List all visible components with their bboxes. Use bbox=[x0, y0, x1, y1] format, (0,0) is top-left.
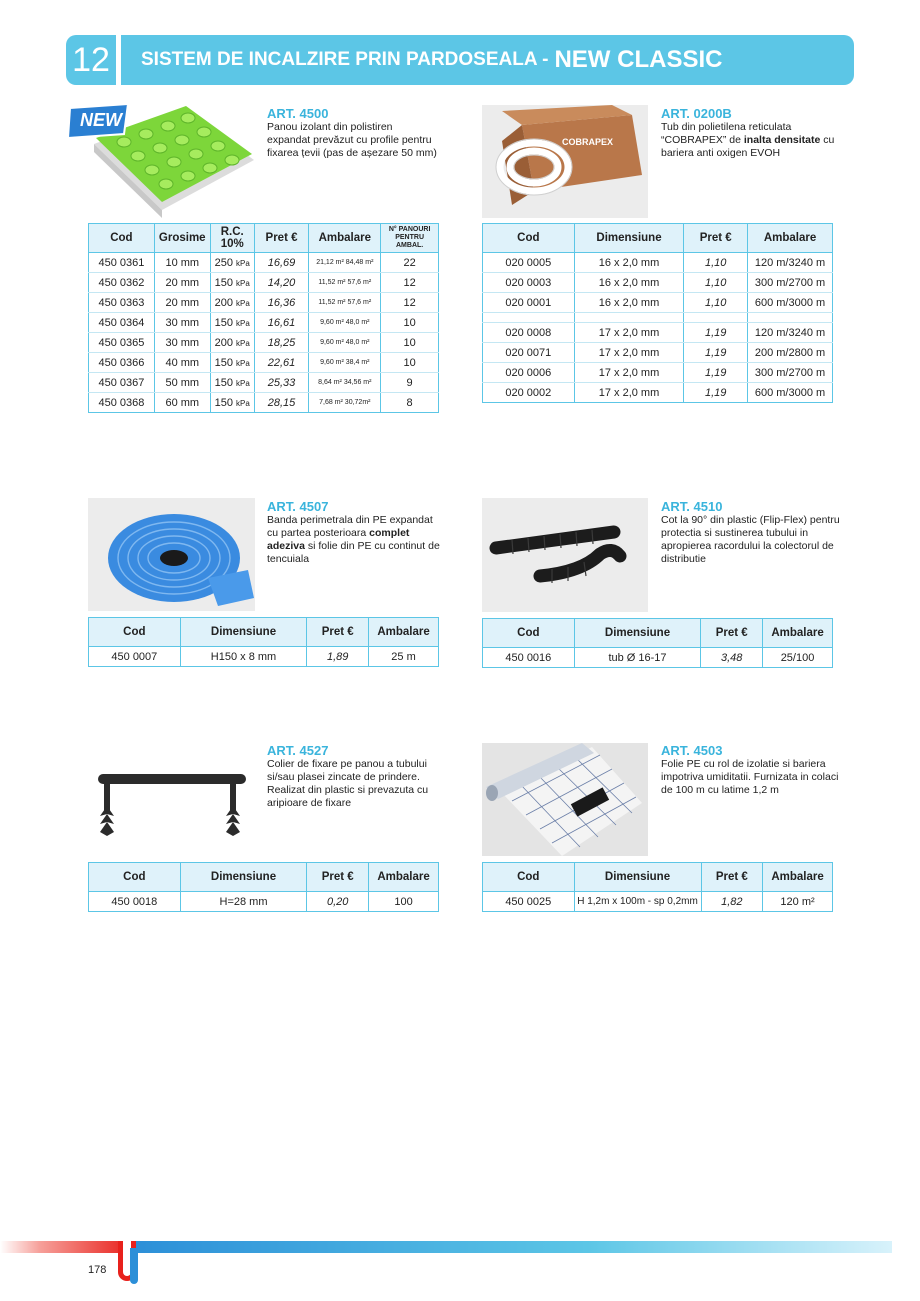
cell-pret: 1,82 bbox=[701, 892, 763, 912]
cell-pret: 25,33 bbox=[254, 373, 309, 393]
cell-pret: 1,89 bbox=[307, 647, 369, 667]
cell-grosime: 30 mm bbox=[154, 313, 210, 333]
table-row bbox=[483, 293, 833, 313]
cell-ambalare: 600 m/3000 m bbox=[748, 383, 833, 403]
cell-cod: 450 0361 bbox=[89, 253, 155, 273]
col-ambalare: Ambalare bbox=[748, 224, 833, 253]
col-ambalare: Ambalare bbox=[369, 618, 439, 647]
cell-cod: 020 0003 bbox=[483, 273, 575, 293]
art-4503-info bbox=[661, 744, 841, 797]
art-0200b-desc-bold: inalta densitate bbox=[743, 134, 821, 146]
cell-rc-value: 250 bbox=[214, 256, 233, 269]
art-0200b-table bbox=[482, 223, 833, 403]
cell-rc-value: 200 bbox=[214, 296, 233, 309]
cell-rc-unit: kPa bbox=[235, 278, 250, 288]
cell-dimensiune: 17 x 2,0 mm bbox=[574, 383, 684, 403]
art-4527-table bbox=[88, 862, 439, 912]
cell-pret: 1,10 bbox=[684, 273, 748, 293]
cell-rc-value: 150 bbox=[214, 316, 233, 329]
cell-cod: 020 0002 bbox=[483, 383, 575, 403]
cell-ambalare: 120 m² bbox=[763, 892, 833, 912]
cell-dimensiune: 16 x 2,0 mm bbox=[574, 273, 684, 293]
art-4527-desc: Colier de fixare pe panou a tubului si/sau plasei zincate de prindere. Realizat din plastic si prevazuta cu aripioare de fixare bbox=[267, 758, 429, 809]
cell-pret: 1,10 bbox=[684, 253, 748, 273]
cell-ambalare: 9,60 m² 48,0 m² bbox=[309, 313, 381, 333]
spacer-cell bbox=[684, 313, 748, 323]
cell-panouri: 10 bbox=[381, 353, 439, 373]
cell-pret: 28,15 bbox=[254, 393, 309, 413]
cell-ambalare: 7,68 m² 30,72m² bbox=[309, 393, 381, 413]
cell-panouri: 12 bbox=[381, 273, 439, 293]
table-row bbox=[483, 892, 833, 912]
table-row bbox=[89, 293, 439, 313]
cell-pret: 16,69 bbox=[254, 253, 309, 273]
cell-panouri: 9 bbox=[381, 373, 439, 393]
cell-grosime: 20 mm bbox=[154, 273, 210, 293]
art-0200b-desc-2: cu bariera anti oxigen EVOH bbox=[661, 134, 835, 159]
art-4527-title: ART. 4527 bbox=[267, 743, 329, 758]
cell-rc-value: 150 bbox=[214, 396, 233, 409]
art-4500-desc: Panou izolant din polistiren expandat prevăzut cu profile pentru fixarea țevii (pas de așezare 50 mm) bbox=[267, 121, 437, 159]
cell-rc-unit: kPa bbox=[235, 318, 250, 328]
cell-pret: 16,61 bbox=[254, 313, 309, 333]
pe-foil-roll-image bbox=[482, 743, 648, 856]
col-grosime: Grosime bbox=[154, 224, 210, 253]
cell-rc-unit: kPa bbox=[235, 378, 250, 388]
cell-panouri: 8 bbox=[381, 393, 439, 413]
art-4500-title: ART. 4500 bbox=[267, 106, 329, 121]
cell-rc-unit: kPa bbox=[235, 298, 250, 308]
cell-pret: 14,20 bbox=[254, 273, 309, 293]
table-row bbox=[483, 273, 833, 293]
cell-cod: 450 0366 bbox=[89, 353, 155, 373]
col-pret: Pret € bbox=[701, 863, 763, 892]
cell-ambalare: 120 m/3240 m bbox=[748, 253, 833, 273]
cell-ambalare: 300 m/2700 m bbox=[748, 363, 833, 383]
new-badge bbox=[68, 104, 130, 138]
cell-cod: 450 0363 bbox=[89, 293, 155, 313]
cell-grosime: 20 mm bbox=[154, 293, 210, 313]
cell-pret: 1,19 bbox=[684, 343, 748, 363]
chapter-number: 12 bbox=[66, 35, 116, 85]
cell-panouri: 12 bbox=[381, 293, 439, 313]
table-row bbox=[89, 373, 439, 393]
cell-cod: 450 0016 bbox=[483, 648, 575, 668]
table-row bbox=[483, 648, 833, 668]
cell-panouri: 10 bbox=[381, 313, 439, 333]
spacer-cell bbox=[483, 313, 575, 323]
cell-cod: 450 0025 bbox=[483, 892, 575, 912]
table-row bbox=[483, 383, 833, 403]
footer-blue-drop bbox=[130, 1248, 138, 1284]
cell-ambalare: 100 bbox=[369, 892, 439, 912]
table-row bbox=[483, 363, 833, 383]
cell-pret: 1,19 bbox=[684, 323, 748, 343]
table-row bbox=[89, 253, 439, 273]
cell-ambalare: 21,12 m² 84,48 m² bbox=[309, 253, 381, 273]
cell-pret: 18,25 bbox=[254, 333, 309, 353]
cell-ambalare: 9,60 m² 48,0 m² bbox=[309, 333, 381, 353]
col-cod: Cod bbox=[483, 863, 575, 892]
art-4527-info bbox=[267, 744, 442, 810]
cell-rc bbox=[210, 313, 254, 333]
cell-ambalare: 600 m/3000 m bbox=[748, 293, 833, 313]
cell-rc-value: 150 bbox=[214, 376, 233, 389]
spacer-cell bbox=[574, 313, 684, 323]
art-4510-info bbox=[661, 500, 841, 566]
perimeter-band-image bbox=[88, 498, 255, 611]
cell-grosime: 60 mm bbox=[154, 393, 210, 413]
cell-ambalare: 25/100 bbox=[763, 648, 833, 668]
footer-blue-band bbox=[132, 1241, 892, 1253]
cell-ambalare: 9,60 m² 38,4 m² bbox=[309, 353, 381, 373]
cell-cod: 020 0008 bbox=[483, 323, 575, 343]
cell-cod: 450 0362 bbox=[89, 273, 155, 293]
col-pret: Pret € bbox=[307, 618, 369, 647]
cell-dimensiune: H=28 mm bbox=[180, 892, 307, 912]
cell-rc-unit: kPa bbox=[235, 338, 250, 348]
table-row bbox=[483, 343, 833, 363]
cell-ambalare: 120 m/3240 m bbox=[748, 323, 833, 343]
art-4507-desc-bold: complet adeziva bbox=[267, 527, 410, 552]
col-dimensiune: Dimensiune bbox=[180, 863, 307, 892]
cell-rc-value: 150 bbox=[214, 276, 233, 289]
header-title-accent: NEW CLASSIC bbox=[554, 46, 723, 73]
col-pret: Pret € bbox=[254, 224, 309, 253]
cell-rc bbox=[210, 393, 254, 413]
cell-ambalare: 300 m/2700 m bbox=[748, 273, 833, 293]
cell-grosime: 40 mm bbox=[154, 353, 210, 373]
new-badge-label: NEW bbox=[80, 110, 122, 130]
cell-rc bbox=[210, 333, 254, 353]
cell-rc bbox=[210, 253, 254, 273]
art-4507-title: ART. 4507 bbox=[267, 499, 329, 514]
col-cod: Cod bbox=[89, 618, 181, 647]
art-0200b-desc bbox=[661, 121, 841, 160]
cell-ambalare: 200 m/2800 m bbox=[748, 343, 833, 363]
table-row bbox=[89, 647, 439, 667]
col-dimensiune: Dimensiune bbox=[574, 619, 701, 648]
cell-cod: 020 0006 bbox=[483, 363, 575, 383]
col-pret: Pret € bbox=[684, 224, 748, 253]
cell-pret: 1,19 bbox=[684, 383, 748, 403]
col-ambalare: Ambalare bbox=[369, 863, 439, 892]
cell-pret: 1,10 bbox=[684, 293, 748, 313]
cell-rc bbox=[210, 273, 254, 293]
cell-dimensiune: 17 x 2,0 mm bbox=[574, 343, 684, 363]
cell-ambalare: 8,64 m² 34,56 m² bbox=[309, 373, 381, 393]
footer-red-band bbox=[0, 1241, 132, 1253]
col-ambalare: Ambalare bbox=[763, 619, 833, 648]
table-row bbox=[89, 273, 439, 293]
cell-cod: 450 0007 bbox=[89, 647, 181, 667]
art-4507-desc-2: si folie din PE cu continut de tencuiala bbox=[267, 540, 440, 565]
art-0200b-title: ART. 0200B bbox=[661, 106, 732, 121]
table-row bbox=[89, 393, 439, 413]
cell-cod: 450 0368 bbox=[89, 393, 155, 413]
cell-rc-unit: kPa bbox=[235, 358, 250, 368]
cell-rc-unit: kPa bbox=[235, 258, 250, 268]
cell-cod: 020 0001 bbox=[483, 293, 575, 313]
table-row bbox=[483, 323, 833, 343]
cell-ambalare: 25 m bbox=[369, 647, 439, 667]
cell-pret: 1,19 bbox=[684, 363, 748, 383]
cell-grosime: 50 mm bbox=[154, 373, 210, 393]
table-row bbox=[483, 253, 833, 273]
col-panouri: N° PANOURI PENTRU AMBAL. bbox=[381, 224, 439, 253]
art-4500-table bbox=[88, 223, 439, 413]
col-dimensiune: Dimensiune bbox=[180, 618, 307, 647]
cell-dimensiune: 16 x 2,0 mm bbox=[574, 253, 684, 273]
cell-dimensiune: 17 x 2,0 mm bbox=[574, 363, 684, 383]
col-cod: Cod bbox=[89, 863, 181, 892]
header-title: SISTEM DE INCALZIRE PRIN PARDOSEALA - bbox=[141, 49, 549, 70]
cell-cod: 020 0071 bbox=[483, 343, 575, 363]
cell-cod: 450 0367 bbox=[89, 373, 155, 393]
art-4500-info bbox=[267, 107, 437, 160]
cell-rc bbox=[210, 373, 254, 393]
art-0200b-info bbox=[661, 107, 841, 160]
spacer-cell bbox=[748, 313, 833, 323]
col-pret: Pret € bbox=[307, 863, 369, 892]
art-4507-table bbox=[88, 617, 439, 667]
cell-grosime: 10 mm bbox=[154, 253, 210, 273]
cell-ambalare: 11,52 m² 57,6 m² bbox=[309, 293, 381, 313]
cell-pret: 22,61 bbox=[254, 353, 309, 373]
table-spacer-row bbox=[483, 313, 833, 323]
cell-ambalare: 11,52 m² 57,6 m² bbox=[309, 273, 381, 293]
cell-rc bbox=[210, 353, 254, 373]
col-rc: R.C. 10% bbox=[210, 224, 254, 253]
cell-panouri: 22 bbox=[381, 253, 439, 273]
cell-pret: 0,20 bbox=[307, 892, 369, 912]
cell-dimensiune: tub Ø 16-17 bbox=[574, 648, 701, 668]
cell-dimensiune: H 1,2m x 100m - sp 0,2mm bbox=[574, 892, 701, 912]
cell-cod: 020 0005 bbox=[483, 253, 575, 273]
cell-dimensiune: 17 x 2,0 mm bbox=[574, 323, 684, 343]
art-4510-desc: Cot la 90° din plastic (Flip-Flex) pentru protectia si sustinerea tubului in apropierea racordului la colectorul de distributie bbox=[661, 514, 840, 565]
cell-grosime: 30 mm bbox=[154, 333, 210, 353]
col-ambalare: Ambalare bbox=[309, 224, 381, 253]
art-4507-info bbox=[267, 500, 442, 566]
cell-cod: 450 0018 bbox=[89, 892, 181, 912]
pipe-box-image bbox=[482, 105, 648, 218]
art-4510-table bbox=[482, 618, 833, 668]
cell-rc-unit: kPa bbox=[235, 398, 250, 408]
art-4503-desc: Folie PE cu rol de izolatie si bariera impotriva umiditatii. Furnizata in colaci de 100 m cu latime 1,2 m bbox=[661, 758, 839, 796]
page-number: 178 bbox=[88, 1264, 107, 1276]
cell-rc-value: 150 bbox=[214, 356, 233, 369]
fixing-clip-image bbox=[96, 770, 248, 840]
col-ambalare: Ambalare bbox=[763, 863, 833, 892]
cell-dimensiune: 16 x 2,0 mm bbox=[574, 293, 684, 313]
art-4503-table bbox=[482, 862, 833, 912]
col-cod: Cod bbox=[483, 224, 575, 253]
col-cod: Cod bbox=[483, 619, 575, 648]
col-cod: Cod bbox=[89, 224, 155, 253]
art-4507-desc bbox=[267, 514, 442, 566]
col-dimensiune: Dimensiune bbox=[574, 863, 701, 892]
table-row bbox=[89, 333, 439, 353]
art-4510-title: ART. 4510 bbox=[661, 499, 723, 514]
cell-rc-value: 200 bbox=[214, 336, 233, 349]
cell-panouri: 10 bbox=[381, 333, 439, 353]
art-0200b-desc-1: Tub din polietilena reticulata “COBRAPEX” de bbox=[661, 121, 792, 146]
art-4507-desc-1: Banda perimetrala din PE expandat cu partea posterioara bbox=[267, 514, 433, 539]
table-row bbox=[89, 313, 439, 333]
cell-pret: 3,48 bbox=[701, 648, 763, 668]
col-dimensiune: Dimensiune bbox=[574, 224, 684, 253]
table-row bbox=[89, 353, 439, 373]
col-pret: Pret € bbox=[701, 619, 763, 648]
cell-pret: 16,36 bbox=[254, 293, 309, 313]
box-label: COBRAPEX bbox=[562, 137, 614, 147]
elbow-bend-image bbox=[482, 498, 648, 612]
table-row bbox=[89, 892, 439, 912]
cell-cod: 450 0364 bbox=[89, 313, 155, 333]
cell-dimensiune: H150 x 8 mm bbox=[180, 647, 307, 667]
page-header bbox=[121, 35, 854, 85]
cell-rc bbox=[210, 293, 254, 313]
cell-cod: 450 0365 bbox=[89, 333, 155, 353]
art-4503-title: ART. 4503 bbox=[661, 743, 723, 758]
